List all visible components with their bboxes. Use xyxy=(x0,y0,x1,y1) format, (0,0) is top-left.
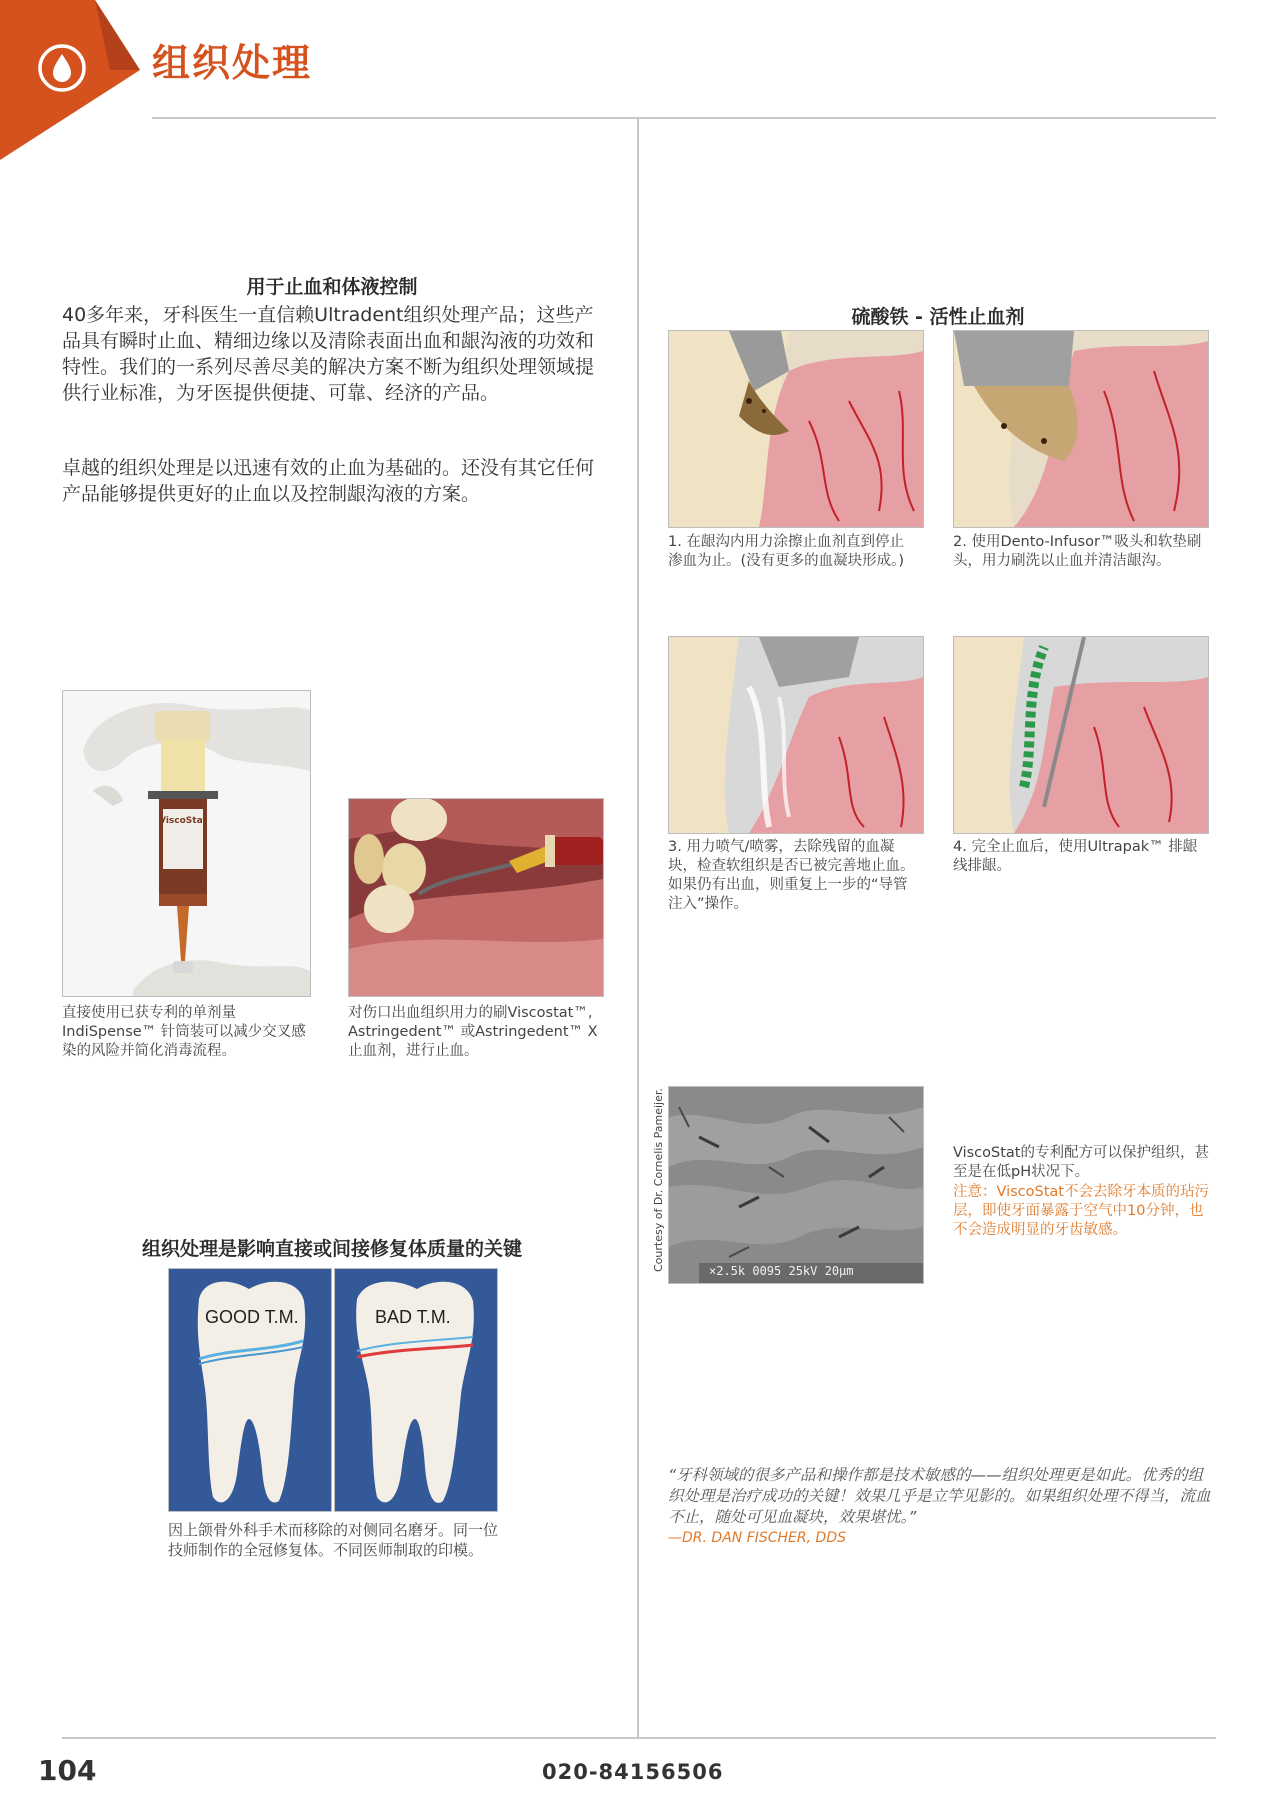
bad-tm-label: BAD T.M. xyxy=(375,1307,451,1327)
step4-photo xyxy=(953,636,1209,834)
caption-mouth: 对伤口出血组织用力的刷Viscostat™, Astringedent™ 或Astringedent™ X 止血剂，进行止血。 xyxy=(348,1005,598,1059)
sem-note: 注意：ViscoStat不会去除牙本质的玷污层，即使牙面暴露于空气中10分钟，也不会造成明显的牙齿敏感。 xyxy=(953,1184,1209,1238)
key-quality-title: 组织处理是影响直接或间接修复体质量的关键 xyxy=(141,1238,522,1260)
header-divider xyxy=(152,117,1216,119)
step2-photo xyxy=(953,330,1209,528)
step3-caption: 3. 用力喷气/喷雾，去除残留的血凝块，检查软组织是否已被完善地止血。如果仍有出血，则重复上一步的“导管注入”操作。 xyxy=(668,839,915,912)
mouth-application-photo xyxy=(348,798,604,997)
step2-caption: 2. 使用Dento-Infusor™吸头和软垫刷头，用力刷洗以止血并清洁龈沟。 xyxy=(953,534,1202,569)
sem-micrograph xyxy=(668,1086,924,1284)
step3-photo xyxy=(668,636,924,834)
sem-scale-bar: ×2.5k 0095 25kV 20μm xyxy=(709,1264,854,1278)
header-corner-badge xyxy=(0,0,150,160)
hemostasis-paragraph: 卓越的组织处理是以迅速有效的止血为基础的。还没有其它任何产品能够提供更好的止血以及控制龈沟液的方案。 xyxy=(62,457,595,505)
testimonial-author: —DR. DAN FISCHER, DDS xyxy=(668,1530,846,1546)
step1-photo xyxy=(668,330,924,528)
section-title-hemostasis: 用于止血和体液控制 xyxy=(246,276,418,298)
footer-divider xyxy=(62,1737,1216,1739)
syringe-photo xyxy=(62,690,311,997)
caption-teeth: 因上颌骨外科手术而移除的对侧同名磨牙。同一位技师制作的全冠修复体。不同医师制取的印模。 xyxy=(168,1521,499,1559)
step4-caption: 4. 完全止血后，使用Ultrapak™ 排龈线排龈。 xyxy=(953,839,1198,874)
page-number: 104 xyxy=(38,1754,97,1787)
caption-syringe: 直接使用已获专利的单剂量IndiSpense™ 针筒装可以减少交叉感染的风险并简化消毒流程。 xyxy=(62,1005,306,1059)
step1-caption: 1. 在龈沟内用力涂擦止血剂直到停止渗血为止。(没有更多的血凝块形成。) xyxy=(668,534,905,569)
testimonial-quote: “牙科领域的很多产品和操作都是技术敏感的——组织处理更是如此。优秀的组织处理是治疗成功的关键！效果几乎是立竿见影的。如果组织处理不得当，流血不止，随处可见血凝块，效果堪忧。” xyxy=(668,1466,1211,1526)
column-divider xyxy=(637,117,639,1737)
page-title: 组织处理 xyxy=(152,41,313,85)
intro-paragraph: 40多年来，牙科医生一直信赖Ultradent组织处理产品；这些产品具有瞬时止血、精细边缘以及清除表面出血和龈沟液的功效和特性。我们的一系列尽善尽美的解决方案不断为组织处理领域提供行业标准，为牙医提供便捷、可靠、经济的产品。 xyxy=(62,304,595,404)
footer-phone: 020-84156506 xyxy=(542,1760,724,1784)
sem-credit: Courtesy of Dr. Cornelis Pameijer. xyxy=(652,1088,665,1272)
sem-caption: ViscoStat的专利配方可以保护组织，甚至是在低pH状况下。 xyxy=(953,1145,1209,1180)
bad-tm-tooth-photo xyxy=(334,1268,498,1512)
good-tm-label: GOOD T.M. xyxy=(205,1307,299,1327)
syringe-label: ViscoStat xyxy=(159,816,207,826)
section-title-ferric-sulfate: 硫酸铁 - 活性止血剂 xyxy=(851,306,1025,328)
good-tm-tooth-photo xyxy=(168,1268,332,1512)
